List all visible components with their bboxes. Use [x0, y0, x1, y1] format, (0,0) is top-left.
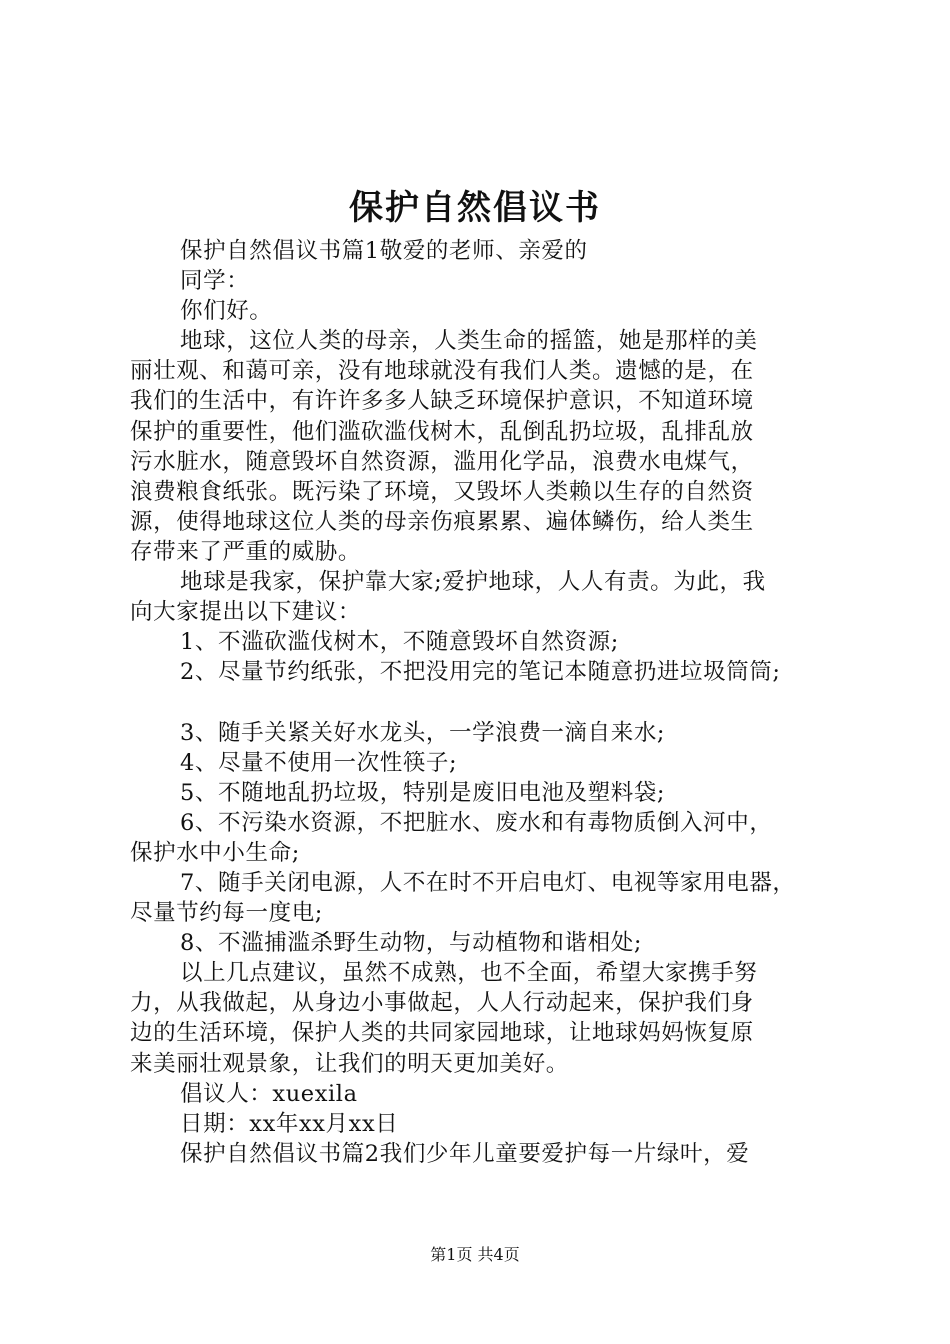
- text-line: 我们的生活中，有许许多多人缺乏环境保护意识，不知道环境: [130, 388, 754, 415]
- text-line: 源，使得地球这位人类的母亲伤痕累累、遍体鳞伤，给人类生: [130, 508, 754, 535]
- list-item: 2、尽量节约纸张，不把没用完的笔记本随意扔进垃圾筒筒;: [180, 659, 781, 686]
- list-item: 4、尽量不使用一次性筷子;: [180, 749, 458, 776]
- list-item: 1、不滥砍滥伐树木，不随意毁坏自然资源;: [180, 629, 619, 656]
- list-item: 3、随手关紧关好水龙头，一学浪费一滴自来水;: [180, 719, 666, 746]
- text-line: 尽量节约每一度电;: [130, 900, 323, 927]
- list-item: 7、随手关闭电源，人不在时不开启电灯、电视等家用电器，: [180, 869, 796, 896]
- list-item: 5、不随地乱扔垃圾，特别是废旧电池及塑料袋;: [180, 779, 666, 806]
- text-line: 污水脏水，随意毁坏自然资源，滥用化学品，浪费水电煤气，: [130, 448, 754, 475]
- text-line: 向大家提出以下建议：: [130, 599, 362, 626]
- text-line: 地球，这位人类的母亲，人类生命的摇篮，她是那样的美: [180, 328, 758, 355]
- signature-line: 倡议人：xuexila: [180, 1080, 358, 1107]
- text-line: 浪费粮食纸张。既污染了环境，又毁坏人类赖以生存的自然资: [130, 478, 754, 505]
- document-title: 保护自然倡议书: [349, 188, 601, 228]
- text-line: 丽壮观、和蔼可亲，没有地球就没有我们人类。遗憾的是，在: [130, 358, 754, 385]
- text-line: 边的生活环境，保护人类的共同家园地球，让地球妈妈恢复原: [130, 1020, 754, 1047]
- text-line: 以上几点建议，虽然不成熟，也不全面，希望大家携手努: [180, 960, 758, 987]
- page-number: 第1页 共4页: [430, 1245, 520, 1264]
- text-line: 保护自然倡议书篇2我们少年儿童要爱护每一片绿叶，爱: [180, 1140, 750, 1167]
- text-line: 地球是我家，保护靠大家;爱护地球，人人有责。为此，我: [180, 569, 766, 596]
- text-line: 力，从我做起，从身边小事做起，人人行动起来，保护我们身: [130, 990, 754, 1017]
- text-line: 保护的重要性，他们滥砍滥伐树木，乱倒乱扔垃圾，乱排乱放: [130, 418, 754, 445]
- list-item: 8、不滥捕滥杀野生动物，与动植物和谐相处;: [180, 930, 642, 957]
- text-line: 你们好。: [180, 298, 273, 325]
- list-item: 6、不污染水资源，不把脏水、废水和有毒物质倒入河中，: [180, 809, 773, 836]
- text-line: 保护水中小生命;: [130, 839, 300, 866]
- date-line: 日期：xx年xx月xx日: [180, 1110, 399, 1137]
- text-line: 来美丽壮观景象，让我们的明天更加美好。: [130, 1050, 569, 1077]
- text-line: 同学：: [180, 268, 250, 295]
- document-body: [130, 236, 836, 1169]
- text-line: 保护自然倡议书篇1敬爱的老师、亲爱的: [180, 238, 588, 264]
- text-line: 存带来了严重的威胁。: [130, 538, 362, 565]
- blank-line: [130, 687, 836, 717]
